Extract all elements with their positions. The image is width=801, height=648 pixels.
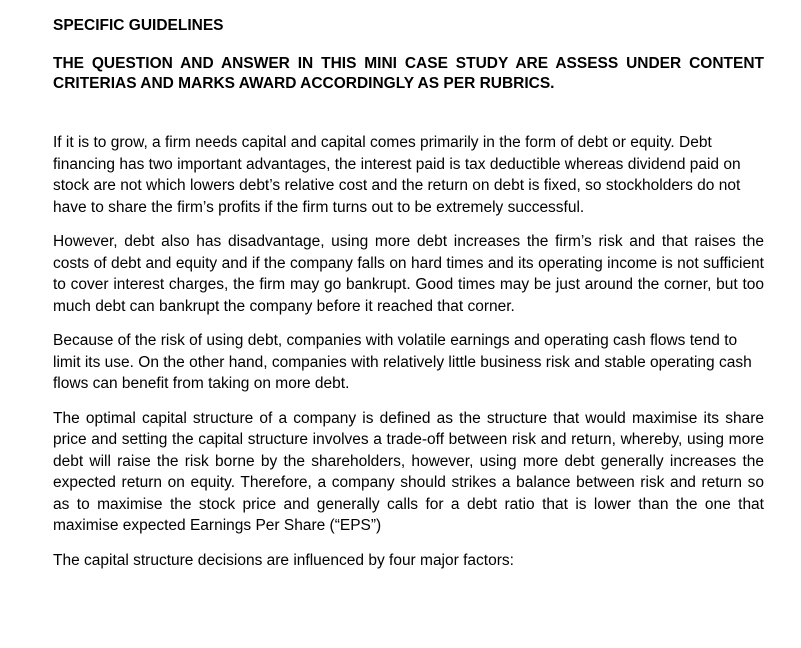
document-page	[53, 16, 764, 584]
paragraph-debt-risk: Because of the risk of using debt, companies with volatile earnings and operating cash flows tend to limit its use. On the other hand, companies with relatively little business risk and stable operating cash flows can benefit from taking on more debt.	[53, 332, 752, 392]
section-heading: SPECIFIC GUIDELINES	[53, 17, 224, 34]
paragraph-debt-disadvantage: However, debt also has disadvantage, using more debt increases the firm’s risk and that raises the costs of debt and equity and if the company falls on hard times and its operating income is not sufficient to cover interest charges, the firm may go bankrupt. Good times may be just around the corner, but too much debt can bankrupt the company before it reached that corner.	[53, 233, 764, 315]
paragraph-capital-intro: If it is to grow, a firm needs capital and capital comes primarily in the form of debt or equity. Debt financing has two important advantages, the interest paid is tax deductible whereas dividend paid on stock are not which lowers debt’s relative cost and the return on debt is fixed, so stockholders do not have to share the firm’s profits if the firm turns out to be extremely successful.	[53, 134, 741, 216]
paragraph-optimal-structure: The optimal capital structure of a company is defined as the structure that would maximise its share price and setting the capital structure involves a trade-off between risk and return, whereby, using more debt will raise the risk borne by the shareholders, however, using more debt generally increases the expected return on equity. Therefore, a company should strikes a balance between risk and return so as to maximise the stock price and generally calls for a debt ratio that is lower than the one that maximise expected Earnings Per Share (“EPS”)	[53, 409, 764, 534]
paragraph-factors-intro: The capital structure decisions are influenced by four major factors:	[53, 551, 514, 569]
instructions-heading: THE QUESTION AND ANSWER IN THIS MINI CASE STUDY ARE ASSESS UNDER CONTENT CRITERIAS AND MARKS AWARD ACCORDINGLY AS PER RUBRICS.	[53, 55, 764, 92]
